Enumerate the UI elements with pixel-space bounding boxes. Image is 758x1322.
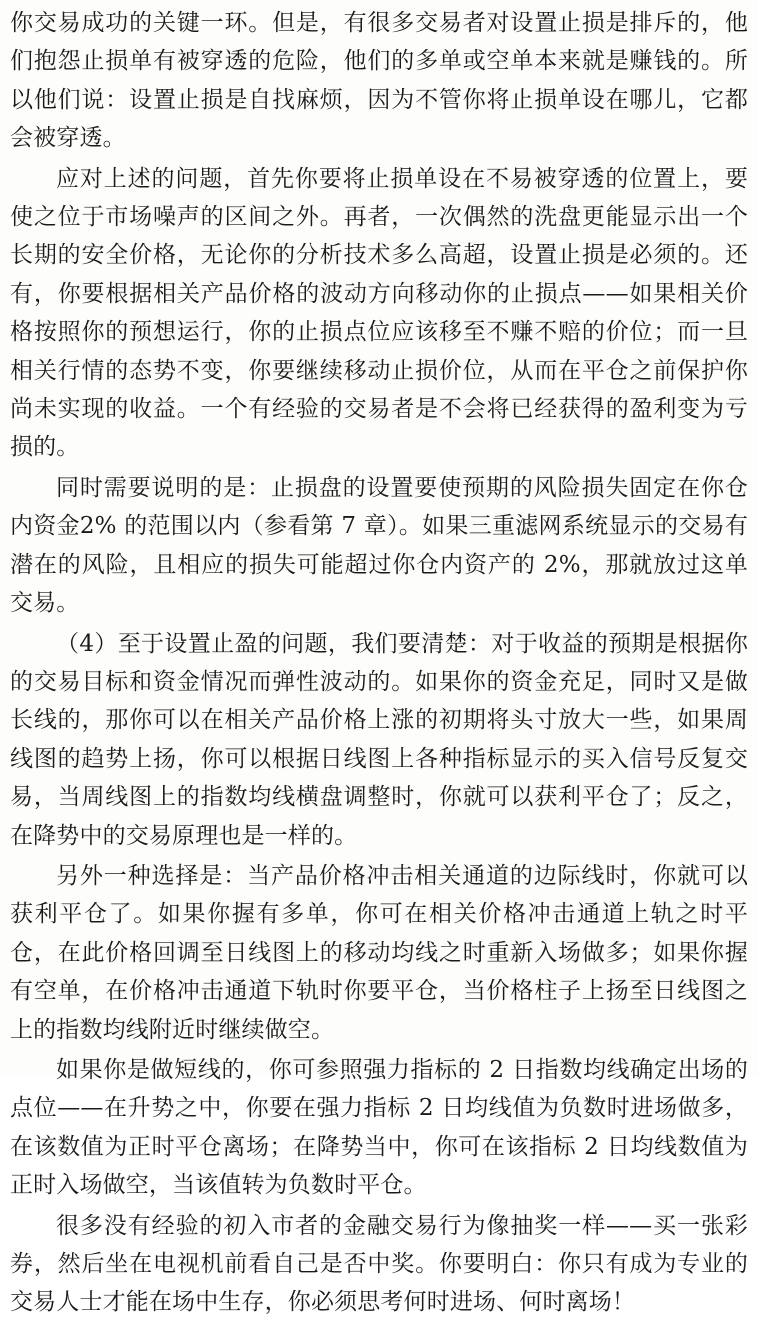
paragraph-2: 应对上述的问题，首先你要将止损单设在不易被穿透的位置上，要使之位于市场噪声的区间之外。再者，一次偶然的洗盘更能显示出一个长期的安全价格，无论你的分析技术多么高超，设置止损是必须的。还有，你要根据相关产品价格的波动方向移动你的止损点——如果相关价格按照你的预想运行，你的止损点位应该移至不赚不赔的价位；而一旦相关行情的态势不变，你要继续移动止损价位，从而在平仓之前保护你尚未实现的收益。一个有经验的交易者是不会将已经获得的盈利变为亏损的。 [10,165,748,461]
paragraph-5: 另外一种选择是：当产品价格冲击相关通道的边际线时，你就可以获利平仓了。如果你握有多单，你可在相关价格冲击通道上轨之时平仓，在此价格回调至日线图上的移动均线之时重新入场做多；如果你握有空单，在价格冲击通道下轨时你要平仓，当价格柱子上扬至日线图之上的指数均线附近时继续做空。 [10,862,748,1043]
paragraph-1: 你交易成功的关键一环。但是，有很多交易者对设置止损是排斥的，他们抱怨止损单有被穿透的危险，他们的多单或空单本来就是赚钱的。所以他们说：设置止损是自找麻烦，因为不管你将止损单设在哪儿，它都会被穿透。 [10,10,748,152]
paragraph-4: （4）至于设置止盈的问题，我们要清楚：对于收益的预期是根据你的交易目标和资金情况而弹性波动的。如果你的资金充足，同时又是做长线的，那你可以在相关产品价格上涨的初期将头寸放大一些，如果周线图的趋势上扬，你可以根据日线图上各种指标显示的买入信号反复交易，当周线图上的指数均线横盘调整时，你就可以获利平仓了；反之，在降势中的交易原理也是一样的。 [10,630,748,849]
paragraph-6: 如果你是做短线的，你可参照强力指标的 2 日指数均线确定出场的点位——在升势之中，你要在强力指标 2 日均线值为负数时进场做多，在该数值为正时平仓离场；在降势当中，你可在该指标 2 日均线数值为正时入场做空，当该值转为负数时平仓。 [10,1056,748,1199]
paragraph-3: 同时需要说明的是：止损盘的设置要使预期的风险损失固定在你仓内资金2% 的范围以内（参看第 7 章）。如果三重滤网系统显示的交易有潜在的风险，且相应的损失可能超过你仓内资产的 2%，那就放过这单交易。 [10,474,748,617]
paragraph-7: 很多没有经验的初入市者的金融交易行为像抽奖一样——买一张彩券，然后坐在电视机前看自己是否中奖。你要明白：你只有成为专业的交易人士才能在场中生存，你必须思考何时进场、何时离场！ [10,1212,748,1316]
